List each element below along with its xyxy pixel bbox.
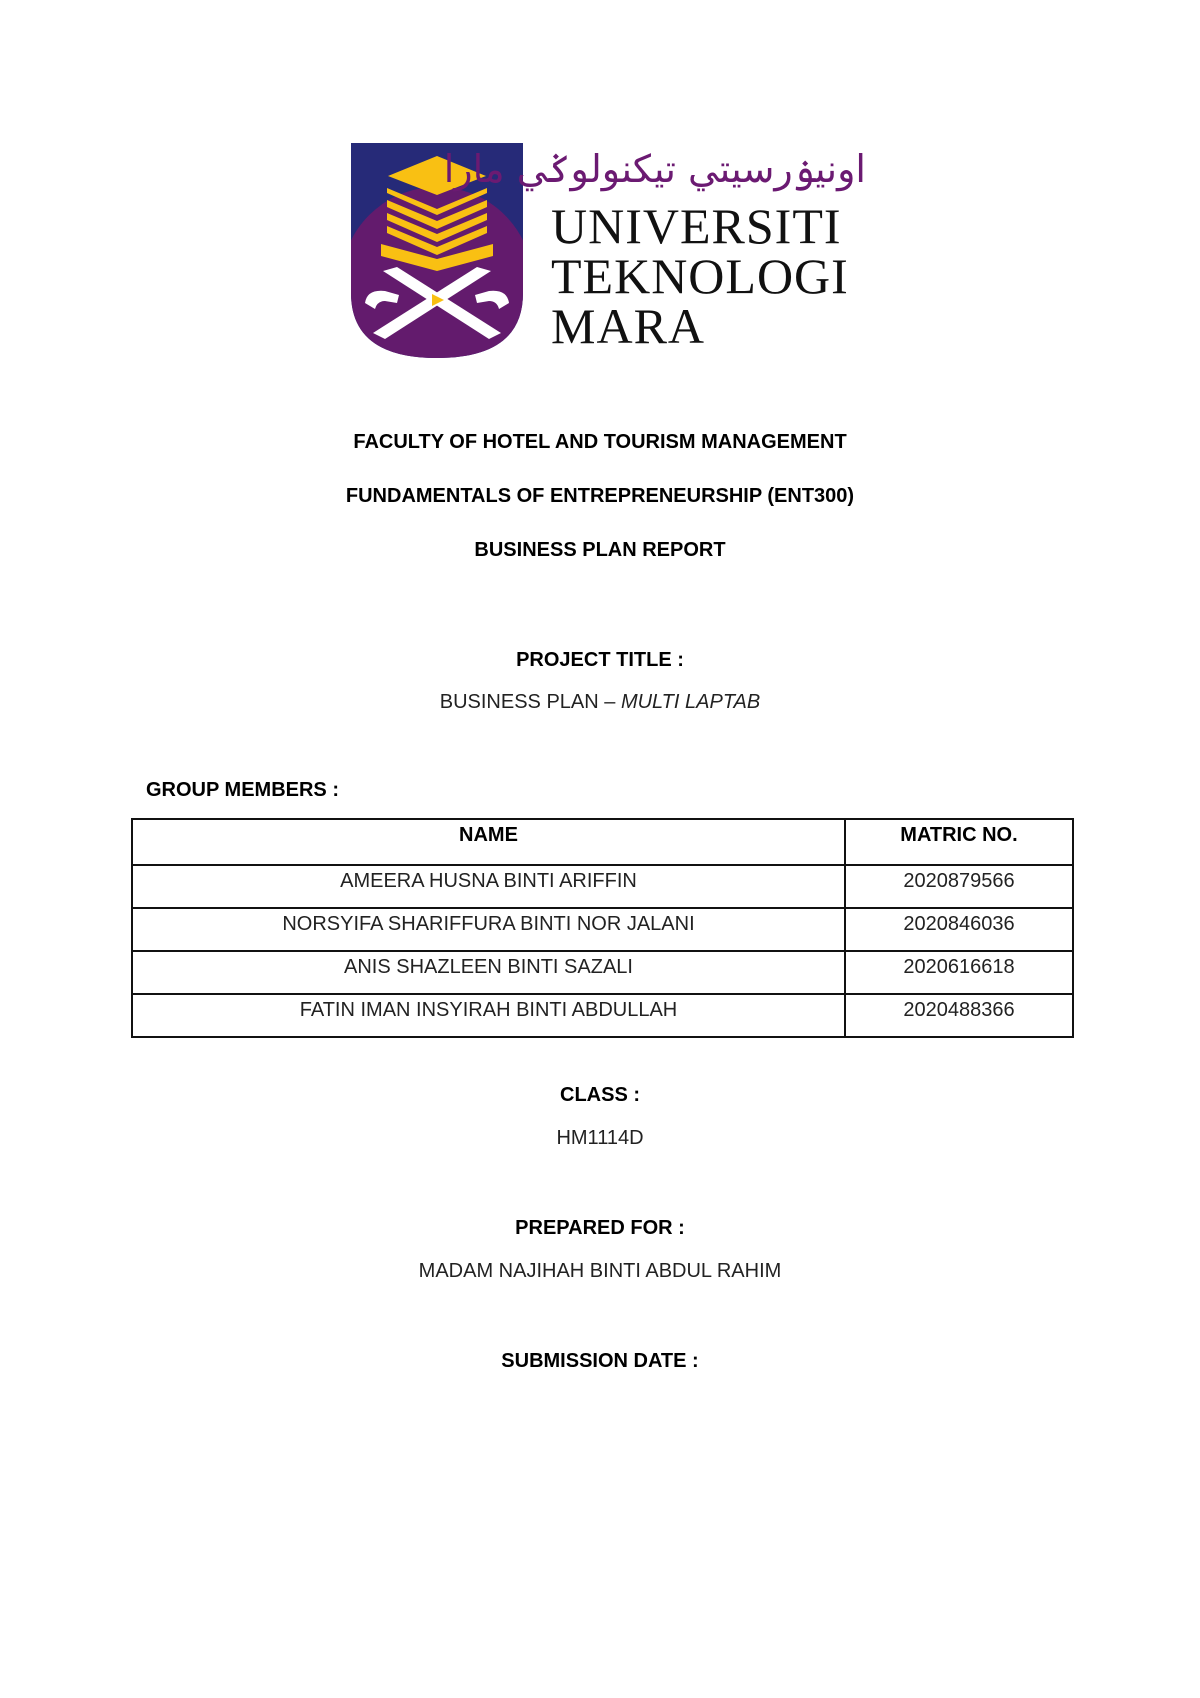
column-header-name: NAME	[132, 819, 845, 865]
table-header-row	[132, 819, 1073, 865]
jawi-script: اونيۏرسيتي تيكنولوݢي مارا	[443, 147, 866, 191]
table-row	[132, 865, 1073, 908]
member-matric: 2020616618	[845, 951, 1073, 994]
member-name: AMEERA HUSNA BINTI ARIFFIN	[132, 865, 845, 908]
prepared-for-label: PREPARED FOR :	[515, 1217, 685, 1239]
project-title-label: PROJECT TITLE :	[516, 649, 684, 671]
course-heading: FUNDAMENTALS OF ENTREPRENEURSHIP (ENT300)	[345, 485, 855, 507]
group-members-table	[131, 818, 1074, 1038]
member-matric: 2020846036	[845, 908, 1073, 951]
table-row	[132, 994, 1073, 1037]
project-title-value	[0, 690, 1200, 714]
member-name: ANIS SHAZLEEN BINTI SAZALI	[132, 951, 845, 994]
prepared-for-value: MADAM NAJIHAH BINTI ABDUL RAHIM	[418, 1260, 782, 1282]
uitm-logo	[351, 143, 881, 358]
table-row	[132, 908, 1073, 951]
wordmark-line-universiti: UNIVERSITI	[551, 198, 842, 254]
member-matric: 2020488366	[845, 994, 1073, 1037]
report-type-heading: BUSINESS PLAN REPORT	[474, 539, 726, 561]
class-label: CLASS :	[560, 1084, 640, 1106]
project-title-product: MULTI LAPTAB	[620, 691, 761, 713]
submission-date-label: SUBMISSION DATE :	[501, 1350, 699, 1372]
class-value: HM1114D	[556, 1127, 644, 1149]
column-header-matric: MATRIC NO.	[845, 819, 1073, 865]
table-row	[132, 951, 1073, 994]
member-name: FATIN IMAN INSYIRAH BINTI ABDULLAH	[132, 994, 845, 1037]
project-title-prefix: BUSINESS PLAN –	[439, 691, 621, 713]
member-name: NORSYIFA SHARIFFURA BINTI NOR JALANI	[132, 908, 845, 951]
member-matric: 2020879566	[845, 865, 1073, 908]
wordmark-line-mara: MARA	[551, 298, 706, 354]
wordmark-line-teknologi: TEKNOLOGI	[551, 248, 849, 304]
group-members-label: GROUP MEMBERS :	[146, 779, 339, 801]
faculty-heading: FACULTY OF HOTEL AND TOURISM MANAGEMENT	[353, 431, 847, 453]
